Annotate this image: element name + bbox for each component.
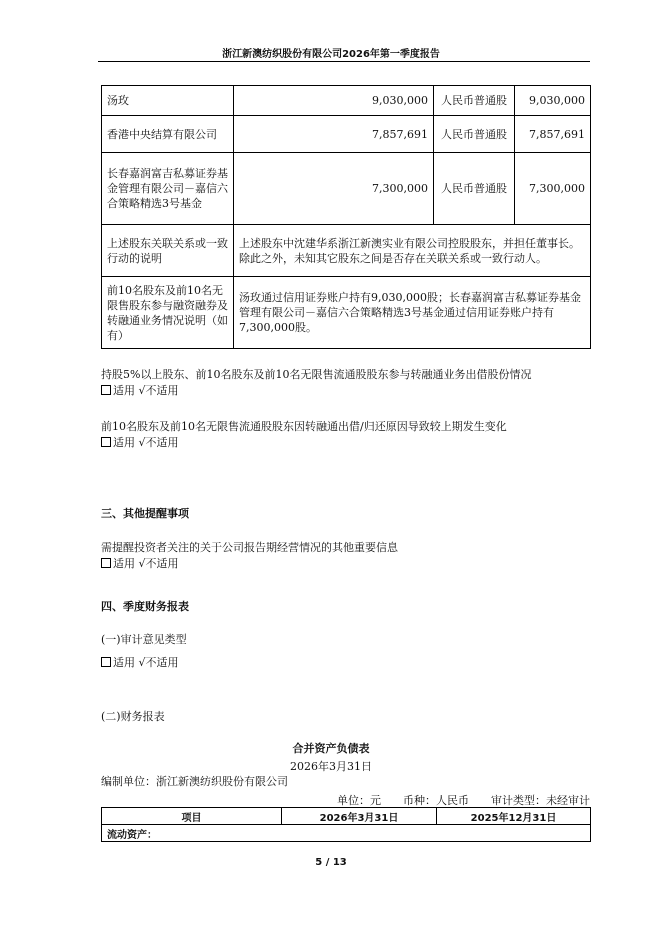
- col-previous: 2025年12月31日: [437, 808, 591, 825]
- option-text: 适用 √不适用: [113, 436, 179, 449]
- share-type: 人民币普通股: [434, 116, 515, 153]
- holder-qty: 7,857,691: [234, 116, 434, 153]
- margin-label: 前10名股东及前10名无限售股东参与融资融券及转融通业务情况说明（如有）: [102, 277, 234, 349]
- option-text: 适用 √不适用: [113, 656, 179, 669]
- option-text: 适用 √不适用: [113, 384, 179, 397]
- related-text: 上述股东中沈建华系浙江新澳实业有限公司控股股东，并担任董事长。除此之外，未知其它股东之间是否存在关联关系或一致行动人。: [234, 225, 591, 277]
- change-options: [101, 436, 179, 450]
- related-label: 上述股东关联关系或一致行动的说明: [102, 225, 234, 277]
- current-assets-label: 流动资产：: [102, 825, 591, 842]
- table-row: [102, 153, 591, 225]
- table-header-row: [102, 808, 591, 825]
- checkbox-icon: [101, 385, 111, 395]
- lending-options: [101, 384, 179, 398]
- section3-heading: 三、其他提醒事项: [101, 507, 189, 520]
- balance-sheet-date: 2026年3月31日: [290, 760, 372, 773]
- share-type-qty: 7,857,691: [515, 116, 591, 153]
- table-row: [102, 277, 591, 349]
- audit-opinion-title: (一)审计意见类型: [101, 633, 187, 646]
- share-type: 人民币普通股: [434, 86, 515, 116]
- balance-sheet-title: 合并资产负债表: [292, 742, 370, 755]
- holder-qty: 7,300,000: [234, 153, 434, 225]
- margin-text: 汤玫通过信用证券账户持有9,030,000股；长春嘉润富吉私募证券基金管理有限公司－嘉信六合策略精选3号基金通过信用证券账户持有7,300,000股。: [234, 277, 591, 349]
- table-row: [102, 86, 591, 116]
- change-title: 前10名股东及前10名无限售流通股股东因转融通出借/归还原因导致较上期发生变化: [101, 420, 507, 433]
- share-type-qty: 9,030,000: [515, 86, 591, 116]
- section3-desc: 需提醒投资者关注的关于公司报告期经营情况的其他重要信息: [101, 541, 398, 554]
- holder-name: 香港中央结算有限公司: [102, 116, 234, 153]
- shareholders-table: [101, 85, 591, 349]
- balance-sheet-table: [101, 807, 591, 842]
- compiler-line: 编制单位：浙江新澳纺织股份有限公司: [101, 775, 288, 788]
- table-row: [102, 225, 591, 277]
- option-text: 适用 √不适用: [113, 557, 179, 570]
- col-item: 项目: [102, 808, 282, 825]
- table-row: [102, 116, 591, 153]
- financial-statements-title: (二)财务报表: [101, 710, 165, 723]
- share-type: 人民币普通股: [434, 153, 515, 225]
- unit-currency-audit: 单位：元 币种：人民币 审计类型：未经审计: [337, 794, 590, 807]
- col-current: 2026年3月31日: [282, 808, 437, 825]
- lending-title: 持股5%以上股东、前10名股东及前10名无限售流通股股东参与转融通业务出借股份情况: [101, 368, 532, 381]
- checkbox-icon: [101, 558, 111, 568]
- checkbox-icon: [101, 437, 111, 447]
- holder-qty: 9,030,000: [234, 86, 434, 116]
- report-header-title: 浙江新澳纺织股份有限公司2026年第一季度报告: [222, 49, 440, 60]
- table-row: [102, 825, 591, 842]
- section3-options: [101, 557, 179, 571]
- checkbox-icon: [101, 657, 111, 667]
- holder-name: 长春嘉润富吉私募证券基金管理有限公司－嘉信六合策略精选3号基金: [102, 153, 234, 225]
- page-number: 5 / 13: [315, 857, 347, 868]
- share-type-qty: 7,300,000: [515, 153, 591, 225]
- section4-heading: 四、季度财务报表: [101, 600, 189, 613]
- holder-name: 汤玫: [102, 86, 234, 116]
- header-divider: [98, 61, 590, 62]
- audit-opinion-options: [101, 656, 179, 670]
